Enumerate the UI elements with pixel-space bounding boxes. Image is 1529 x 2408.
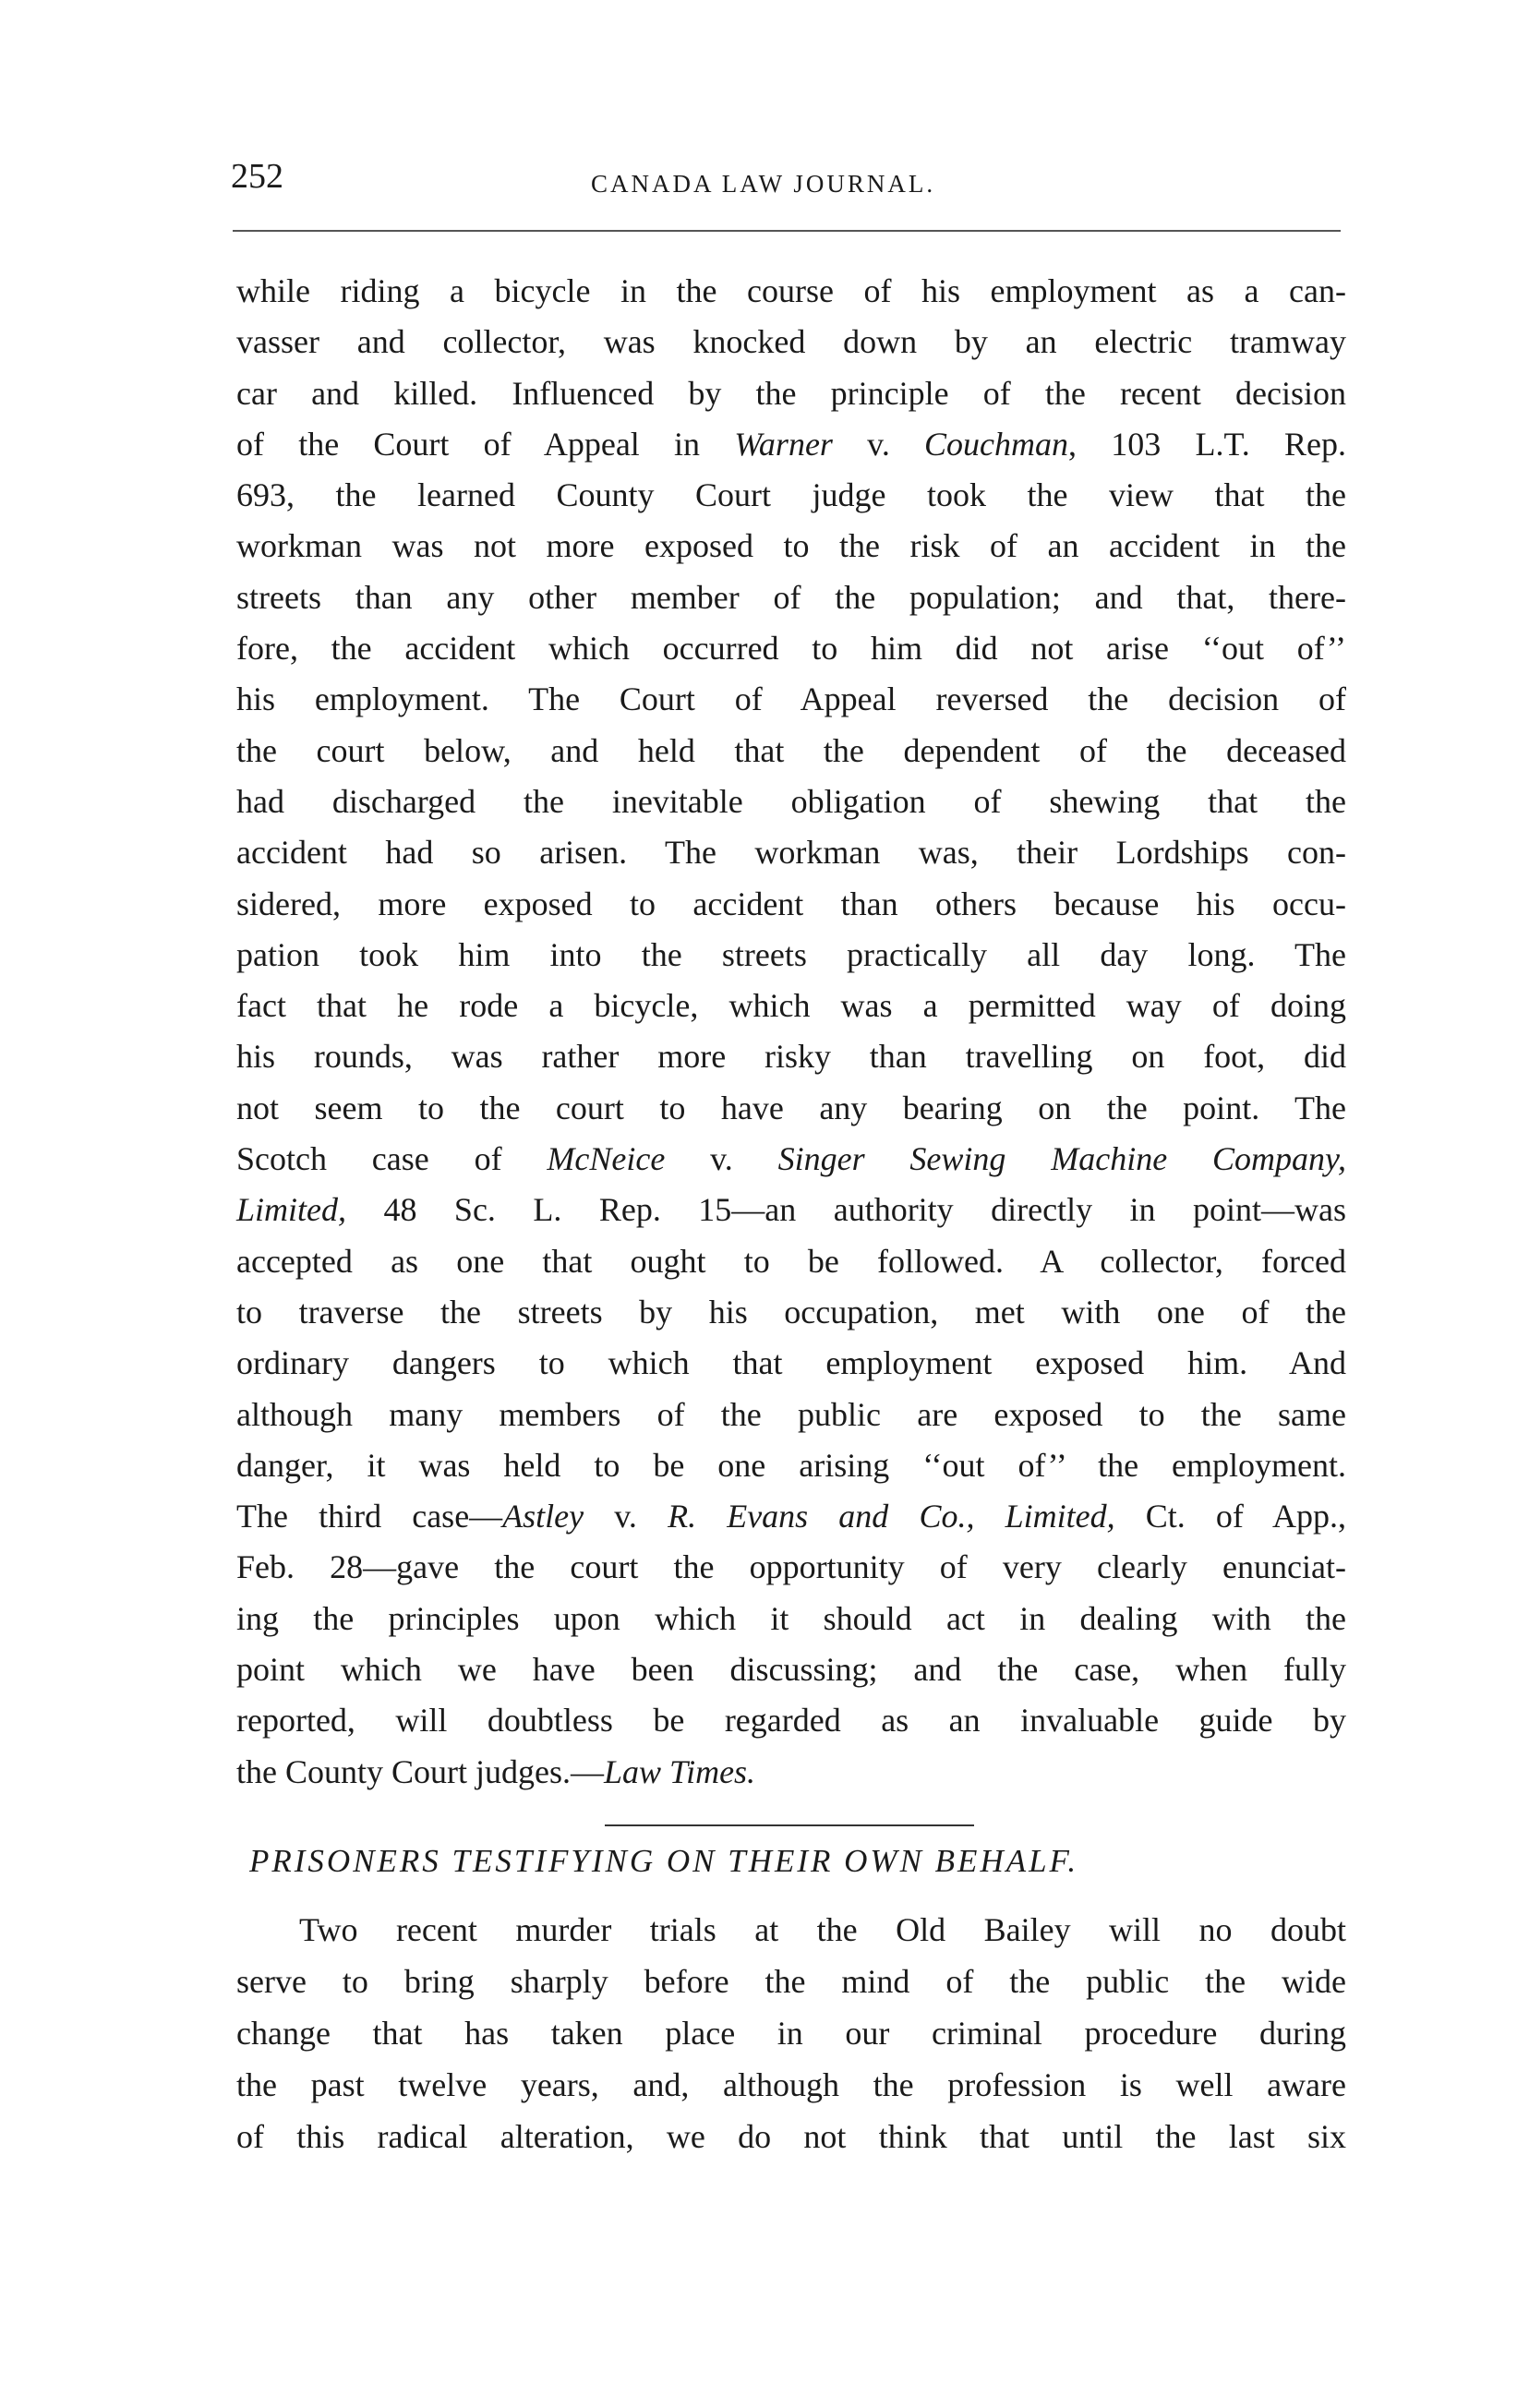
text-run: The third case— xyxy=(236,1498,503,1535)
text-line: to traverse the streets by his occupation, met with one of the xyxy=(236,1293,1346,1330)
paragraph-continued xyxy=(236,266,1346,1798)
text-line: his employment. The Court of Appeal reversed the decision of xyxy=(236,680,1346,718)
case-name: Limited, xyxy=(236,1191,347,1229)
text-line: Feb. 28—gave the court the opportunity of very clearly enunciat- xyxy=(236,1548,1346,1586)
text-line: streets than any other member of the population; and that, there- xyxy=(236,578,1346,616)
text-line: serve to bring sharply before the mind of the public the wide xyxy=(236,1963,1346,2000)
text-line: had discharged the inevitable obligation of shewing that the xyxy=(236,782,1346,820)
text-run: Ct. of App., xyxy=(1114,1498,1347,1535)
text-line xyxy=(236,1747,1346,1798)
text-line: his rounds, was rather more risky than travelling on foot, did xyxy=(236,1038,1346,1076)
text-line: point which we have been discussing; and the case, when fully xyxy=(236,1651,1346,1689)
text-line: car and killed. Influenced by the principle of the recent decision xyxy=(236,374,1346,412)
text-line: fact that he rode a bicycle, which was a permitted way of doing xyxy=(236,987,1346,1025)
source-citation: Law Times. xyxy=(604,1752,756,1790)
text-line: not seem to the court to have any bearing on the point. The xyxy=(236,1089,1346,1126)
text-line: while riding a bicycle in the course of his employment as a can- xyxy=(236,272,1346,309)
text-line xyxy=(236,1134,1346,1185)
text-line xyxy=(236,419,1346,470)
header-rule xyxy=(233,230,1341,232)
text-line: of this radical alteration, we do not think that until the last six xyxy=(236,2118,1346,2155)
text-run: Scotch case of xyxy=(236,1140,548,1178)
text-line: pation took him into the streets practically all day long. The xyxy=(236,935,1346,973)
case-name: Warner xyxy=(734,425,833,463)
text-run: 48 Sc. L. Rep. 15—an authority directly in point—was xyxy=(346,1191,1346,1229)
text-line: the past twelve years, and, although the profession is well aware xyxy=(236,2066,1346,2103)
paragraph-new-section xyxy=(236,1904,1346,2162)
text-line: fore, the accident which occurred to him did not arise ‘‘out of’’ xyxy=(236,630,1346,668)
text-line: workman was not more exposed to the risk of an accident in the xyxy=(236,527,1346,565)
text-line: Two recent murder trials at the Old Bailey will no doubt xyxy=(299,1911,1346,1948)
text-run: the County Court judges.— xyxy=(236,1752,604,1790)
case-name: McNeice xyxy=(547,1140,666,1178)
text-run: v. xyxy=(832,425,925,463)
text-run: of the Court of Appeal in xyxy=(236,425,735,463)
text-run: v. xyxy=(665,1140,778,1178)
case-name: Singer Sewing Machine Company, xyxy=(777,1140,1346,1178)
page-number: 252 xyxy=(231,157,283,196)
text-run: v. xyxy=(584,1498,668,1535)
text-line: accepted as one that ought to be followed. A collector, forced xyxy=(236,1242,1346,1280)
text-line: accident had so arisen. The workman was, their Lordships con- xyxy=(236,834,1346,872)
text-line: change that has taken place in our criminal procedure during xyxy=(236,2015,1346,2052)
text-line: 693, the learned County Court judge took the view that the xyxy=(236,476,1346,514)
text-line: the court below, and held that the dependent of the deceased xyxy=(236,731,1346,769)
case-name: Couchman xyxy=(924,425,1069,463)
text-line xyxy=(236,1185,1346,1235)
text-line: danger, it was held to be one arising ‘‘out of’’ the employment. xyxy=(236,1446,1346,1484)
text-line: ordinary dangers to which that employment exposed him. And xyxy=(236,1344,1346,1382)
case-name: R. Evans and Co., Limited, xyxy=(668,1498,1115,1535)
case-name: Astley xyxy=(502,1498,584,1535)
section-rule xyxy=(605,1824,974,1826)
section-heading: PRISONERS TESTIFYING ON THEIR OWN BEHALF. xyxy=(249,1843,1079,1879)
text-line: sidered, more exposed to accident than others because his occu- xyxy=(236,885,1346,922)
text-line: reported, will doubtless be regarded as an invaluable guide by xyxy=(236,1702,1346,1740)
text-line: ing the principles upon which it should act in dealing with the xyxy=(236,1599,1346,1637)
text-line: although many members of the public are exposed to the same xyxy=(236,1395,1346,1433)
text-run: , 103 L.T. Rep. xyxy=(1068,425,1346,463)
running-head: CANADA LAW JOURNAL. xyxy=(591,170,936,198)
text-line: vasser and collector, was knocked down by an electric tramway xyxy=(236,323,1346,361)
text-line xyxy=(236,1491,1346,1542)
